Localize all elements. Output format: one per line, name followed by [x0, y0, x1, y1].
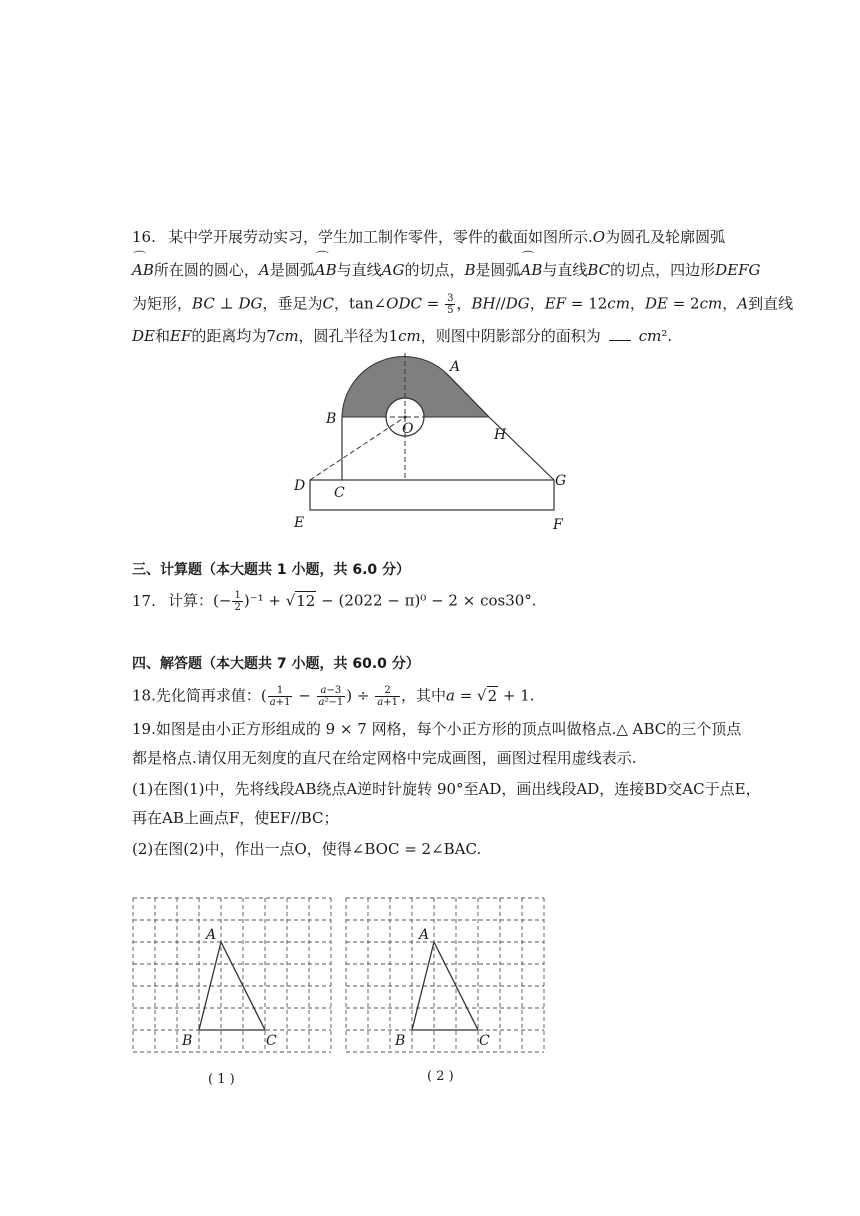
label-e: E — [294, 515, 305, 531]
q19-line-4: 再在AB上画点F，使EF//BC； — [132, 809, 339, 827]
label-c: C — [334, 485, 345, 501]
label-a: A — [450, 359, 461, 375]
q16-number: 16. — [132, 228, 156, 246]
q16-line-2: ⌒ AB所在圆的圆心，A是圆弧⌒ AB与直线AG的切点，B是圆弧⌒ AB与直线BC的切点，四边形DEFG — [132, 260, 761, 280]
grid-figure-2 — [341, 893, 551, 1093]
grid-2-lines — [346, 898, 544, 1052]
grid2-label-c: C — [479, 1033, 490, 1049]
label-d: D — [294, 478, 306, 494]
q16-o: O — [592, 228, 606, 246]
label-h: H — [494, 427, 507, 443]
grid1-label-b: B — [182, 1033, 193, 1049]
grid2-label-a: A — [419, 927, 430, 943]
q17-number: 17. — [132, 591, 156, 610]
q16-line-1 — [132, 227, 725, 247]
q16-text-1: 某中学开展劳动实习，学生加工制作零件，零件的截面如图所示. — [168, 228, 593, 246]
q19-line-3: (1)在图(1)中，先将线段AB绕点A逆时针旋转 90°至AD，画出线段AD，连接BD交AC于点E， — [132, 780, 761, 798]
rectangle-defg — [310, 480, 554, 510]
grid2-label-b: B — [395, 1033, 406, 1049]
q19-line-2: 都是格点.请仅用无刻度的直尺在给定网格中完成画图，画图过程用虚线表示. — [132, 749, 637, 767]
grid1-label-c: C — [266, 1033, 277, 1049]
answer-blank[interactable] — [609, 326, 631, 341]
label-g: G — [555, 473, 567, 489]
q16-text-1b: 为圆孔及轮廓圆弧 — [605, 228, 726, 246]
label-o: O — [402, 421, 414, 437]
grid1-caption: ( 1 ) — [208, 1072, 235, 1087]
q16-line-3: 为矩形，BC ⊥ DG，垂足为C，tan∠ODC = $\frac{3}{5}$ ，BH//DG，EF = 12cm，DE = 2cm，A到直线 — [132, 293, 794, 316]
arc-ab: ⌒ AB — [132, 260, 154, 280]
label-b: B — [326, 411, 337, 427]
grid1-label-a: A — [206, 927, 217, 943]
figure-16 — [290, 345, 590, 535]
q19-line-1: 19.如图是由小正方形组成的 9 × 7 网格，每个小正方形的顶点叫做格点.△ ABC的三个顶点 — [132, 720, 742, 738]
frac-3-5: $\frac{3}{5}$ — [447, 293, 454, 316]
label-f: F — [553, 517, 563, 533]
grid-1-lines — [133, 898, 331, 1052]
grid-figure-1 — [128, 893, 338, 1093]
q18-line: 18.先化简再求值：( $\frac{1}{a+1}$ − $\frac{a-3}{\text{a²−1}}$ ) ÷ $\frac{2}{a+1}$ ，其中a = √2 + 1. — [132, 685, 535, 708]
q19-line-5: (2)在图(2)中，作出一点O，使得∠BOC = 2∠BAC. — [132, 840, 482, 858]
section-4-heading: 四、解答题（本大题共 7 小题，共 60.0 分） — [132, 656, 420, 672]
q17-line: 17. 计算：(− $\frac{1}{2}$ )⁻¹ + √12 − (2022 − π)⁰ − 2 × cos30°. — [132, 590, 537, 613]
q16-line-4: DE和EF的距离均为7cm，圆孔半径为1cm，则图中阴影部分的面积为 cm². — [132, 327, 673, 345]
section-3-heading: 三、计算题（本大题共 1 小题，共 6.0 分） — [132, 562, 411, 578]
grid2-caption: ( 2 ) — [427, 1069, 454, 1084]
